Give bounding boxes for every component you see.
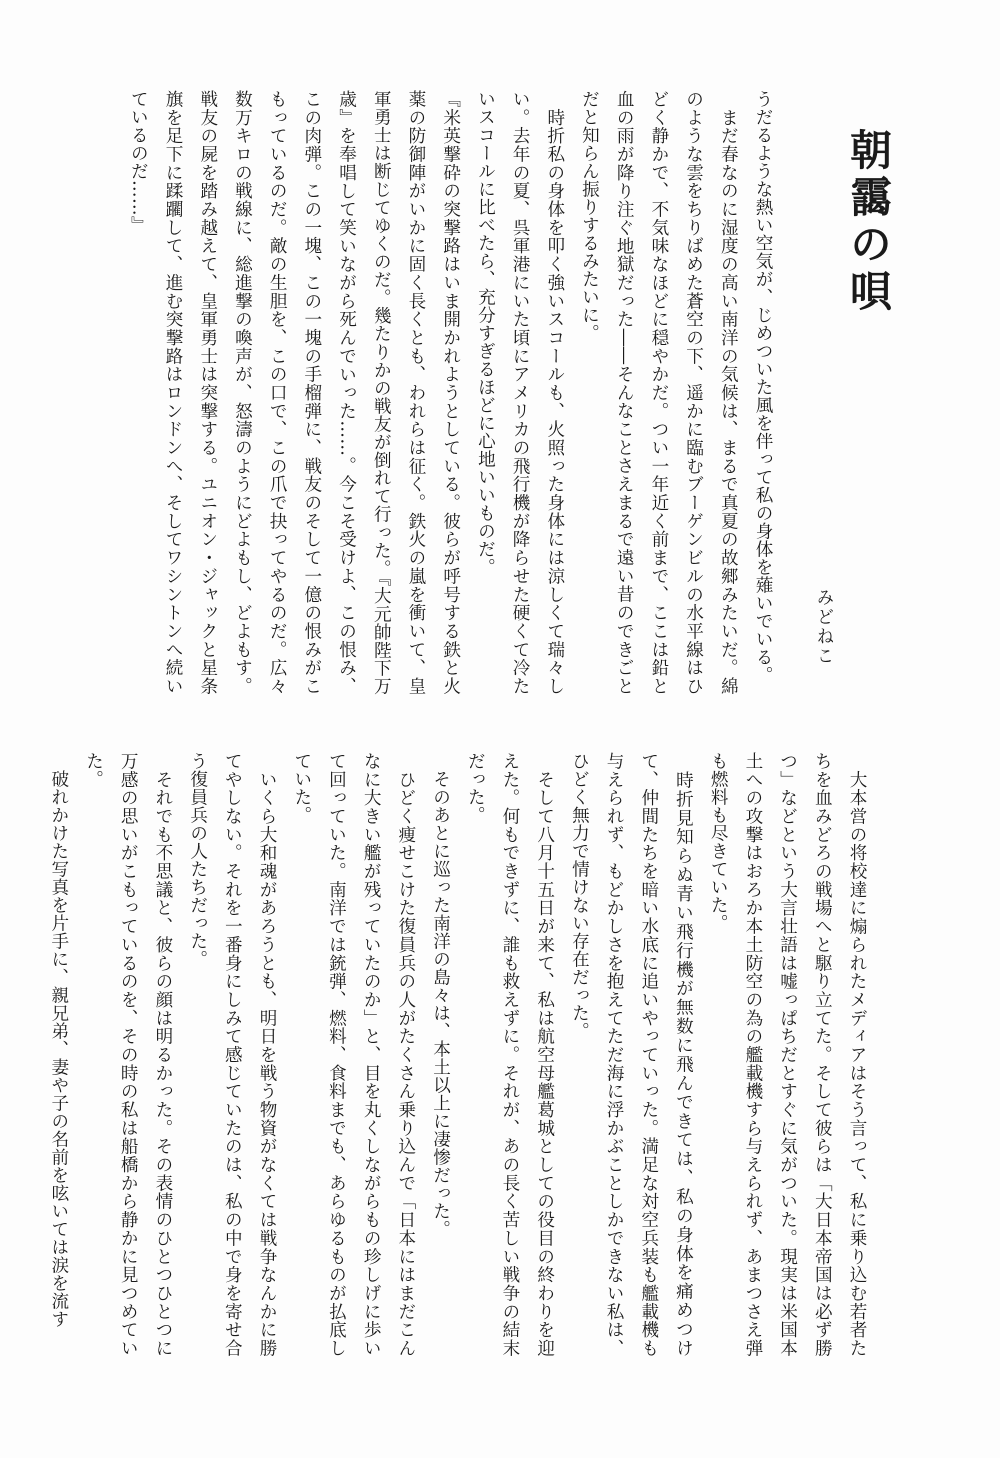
paragraph: いくら大和魂があろうとも、明日を戦う物資がなくては戦争なんかに勝てやしない。それを一番身にしみて感じていたのは、私の中で身を寄せ合う復員兵の人たちだった。 [187,752,278,1357]
quoted-passage: 『米英撃砕の突撃路はいま開かれようとしている。彼らが呼号する鉄と火薬の防御陣がいかに固く長くとも、われらは征く。鉄火の嵐を衝いて、皇軍勇士は断じてゆくのだ。幾たりかの戦友が倒れて行った。『大元帥陛下万歳』を奉唱して笑いながら死んでいった……。今こそ受けよ、この恨み、この肉弾。この一塊、この一塊の手榴弾に、戦友のそして一億の恨みがこもっているのだ。敵の生胆を、この口で、この爪で抉ってやるのだ。広々数万キロの戦線に、総進撃の喚声が、怒濤のようにどよもし、どよもす。戦友の屍を踏み越えて、皇軍勇士は突撃する。ユニオン・ジャックと星条旗を足下に蹂躙して、進む突撃路はロンドンへ、そしてワシントンへ続いているのだ……』 [128,90,461,695]
paragraph: そのあとに巡った南洋の島々は、本土以上に凄惨だった。 [430,752,451,1238]
paragraph: それでも不思議と、彼らの顔は明るかった。その表情のひとつひとつに万感の思いがこもっているのを、その時の私は船橋から静かに見つめていた。 [83,752,173,1357]
paragraph: 破れかけた写真を片手に、親兄弟、妻や子の名前を呟いては涙を流す [48,752,69,1328]
text-block-lower [48,752,874,1357]
paragraph: まだ春なのに湿度の高い南洋の気候は、まるで真夏の故郷みたいだ。綿のような雲をちりばめた蒼空の下、遥かに臨むブーゲンビルの水平線はひどく静かで、不気味なほどに穏やかだ。つい一年近く前まで、ここは鉛と血の雨が降り注ぐ地獄だった――そんなことさえまるで遠い昔のできごとだと知らん振りするみたいに。 [579,90,739,695]
text-block-upper [100,90,780,695]
paragraph: うだるような熱い空気が、じめついた風を伴って私の身体を薙いでいる。 [753,90,773,684]
paragraph: 時折私の身体を叩く強いスコールも、火照った身体には涼しくて瑞々しい。去年の夏、呉軍港にいた頃にアメリカの飛行機が降らせた硬くて冷たいスコールに比べたら、充分すぎるほどに心地いいものだ。 [475,90,565,695]
paragraph: そして八月十五日が来て、私は航空母艦葛城としての役目の終わりを迎えた。何もできずに、誰も救えずに。それが、あの長く苦しい戦争の結末だった。 [465,752,555,1357]
paragraph: 時折見知らぬ青い飛行機が無数に飛んできては、私の身体を痛めつけて、仲間たちを暗い水底に追いやっていった。満足な対空兵装も艦載機も与えられず、もどかしさを抱えてただ海に浮かぶことしかできない私は、ひどく無力で情けない存在だった。 [569,752,694,1357]
story-title: 朝靄の唄 [844,128,893,316]
author-name: みどねこ [814,588,834,666]
paragraph: ひどく痩せこけた復員兵の人がたくさん乗り込んで「日本にはまだこんなに大きい艦が残っていたのか」と、目を丸くしながらもの珍しげに歩いて回っていた。南洋では銃弾、燃料、食料までも、あらゆるものが払底していた。 [291,752,416,1357]
paragraph: 大本営の将校達に煽られたメディアはそう言って、私に乗り込む若者たちを血みどろの戦場へと駆り立てた。そして彼らは「大日本帝国は必ず勝つ」などという大言壮語は嘘っぱちだとすぐに気がついた。現実は米国本土への攻撃はおろか本土防空の為の艦載機すら与えられず、あまつさえ弾も燃料も尽きていた。 [708,752,867,1357]
